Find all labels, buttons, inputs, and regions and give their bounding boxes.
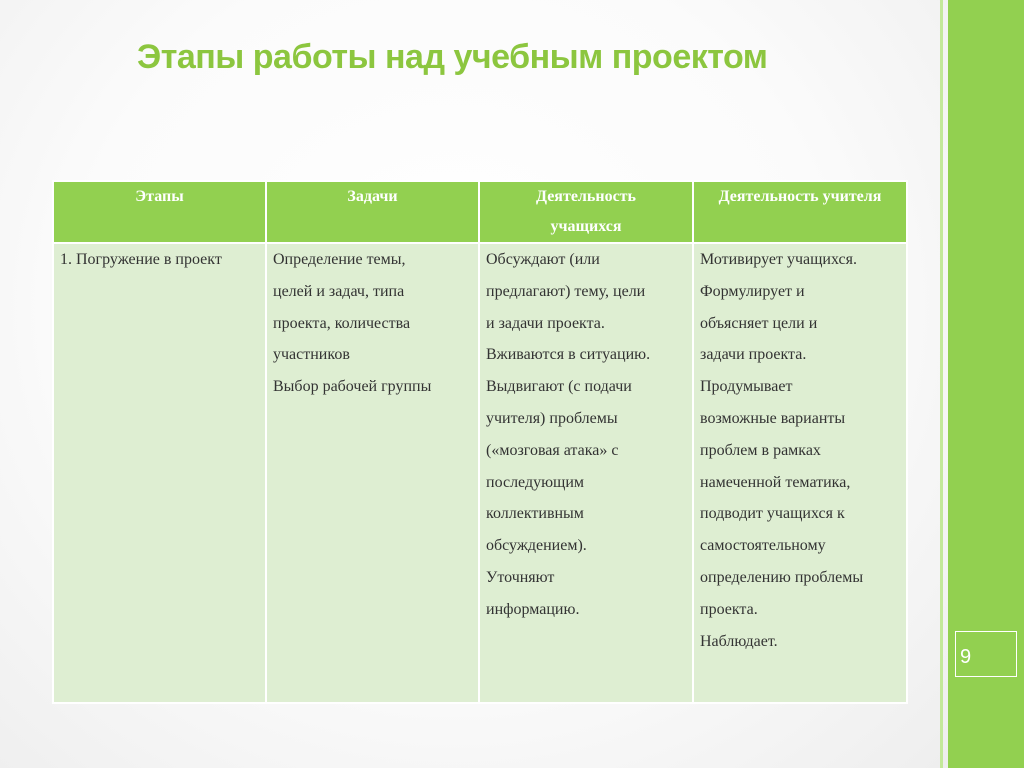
- cell-line: обсуждением).: [486, 537, 587, 555]
- project-stages-table: [52, 180, 908, 704]
- cell-line: Выбор рабочей группы: [273, 378, 432, 396]
- cell-line: объясняет цели и: [700, 314, 818, 332]
- cell-line: Вживаются в ситуацию.: [486, 346, 651, 364]
- cell-student-activity: [479, 243, 693, 703]
- page-title: Этапы работы над учебным проектом: [137, 38, 768, 76]
- cell-line: Обсуждают (или: [486, 251, 600, 268]
- cell-tasks: [266, 243, 479, 703]
- header-text: учащихся: [550, 218, 622, 235]
- cell-line: последующим: [486, 473, 585, 491]
- header-student-activity: [479, 181, 693, 243]
- cell-line: участников: [273, 346, 350, 364]
- table-row: [53, 243, 907, 703]
- cell-line: намеченной тематика,: [700, 473, 851, 491]
- header-teacher-activity: [693, 181, 907, 243]
- cell-line: учителя) проблемы: [486, 409, 618, 427]
- header-tasks: [266, 181, 479, 243]
- cell-teacher-activity: [693, 243, 907, 703]
- cell-line: 1. Погружение в проект: [60, 251, 222, 268]
- cell-line: задачи проекта.: [700, 346, 807, 364]
- cell-line: коллективным: [486, 505, 584, 523]
- cell-line: информацию.: [486, 600, 580, 618]
- header-text: Задачи: [347, 188, 398, 205]
- slide-number: 9: [960, 646, 972, 668]
- cell-stage: [53, 243, 266, 703]
- cell-line: проекта.: [700, 600, 758, 618]
- header-text: Деятельность: [536, 188, 636, 205]
- header-stages: [53, 181, 266, 243]
- cell-line: Продумывает: [700, 378, 793, 396]
- cell-line: и задачи проекта.: [486, 314, 605, 332]
- cell-line: определению проблемы: [700, 568, 864, 586]
- table-header-row: [53, 181, 907, 243]
- cell-line: целей и задач, типа: [273, 282, 405, 300]
- cell-line: самостоятельному: [700, 537, 826, 555]
- cell-line: Формулирует и: [700, 282, 805, 300]
- side-accent-line: [940, 0, 943, 768]
- cell-line: («мозговая атака» с: [486, 441, 619, 459]
- cell-line: Наблюдает.: [700, 632, 778, 650]
- cell-line: проекта, количества: [273, 314, 411, 332]
- cell-line: проблем в рамках: [700, 441, 821, 459]
- cell-line: предлагают) тему, цели: [486, 282, 646, 300]
- cell-line: подводит учащихся к: [700, 505, 845, 523]
- cell-line: Определение темы,: [273, 251, 406, 268]
- header-text: Этапы: [135, 188, 184, 205]
- cell-line: Выдвигают (с подачи: [486, 378, 632, 396]
- header-text: Деятельность учителя: [718, 188, 882, 205]
- slide-number-box: [955, 631, 1017, 677]
- cell-line: возможные варианты: [700, 409, 846, 427]
- cell-line: Мотивирует учащихся.: [700, 251, 857, 268]
- cell-line: Уточняют: [486, 568, 555, 586]
